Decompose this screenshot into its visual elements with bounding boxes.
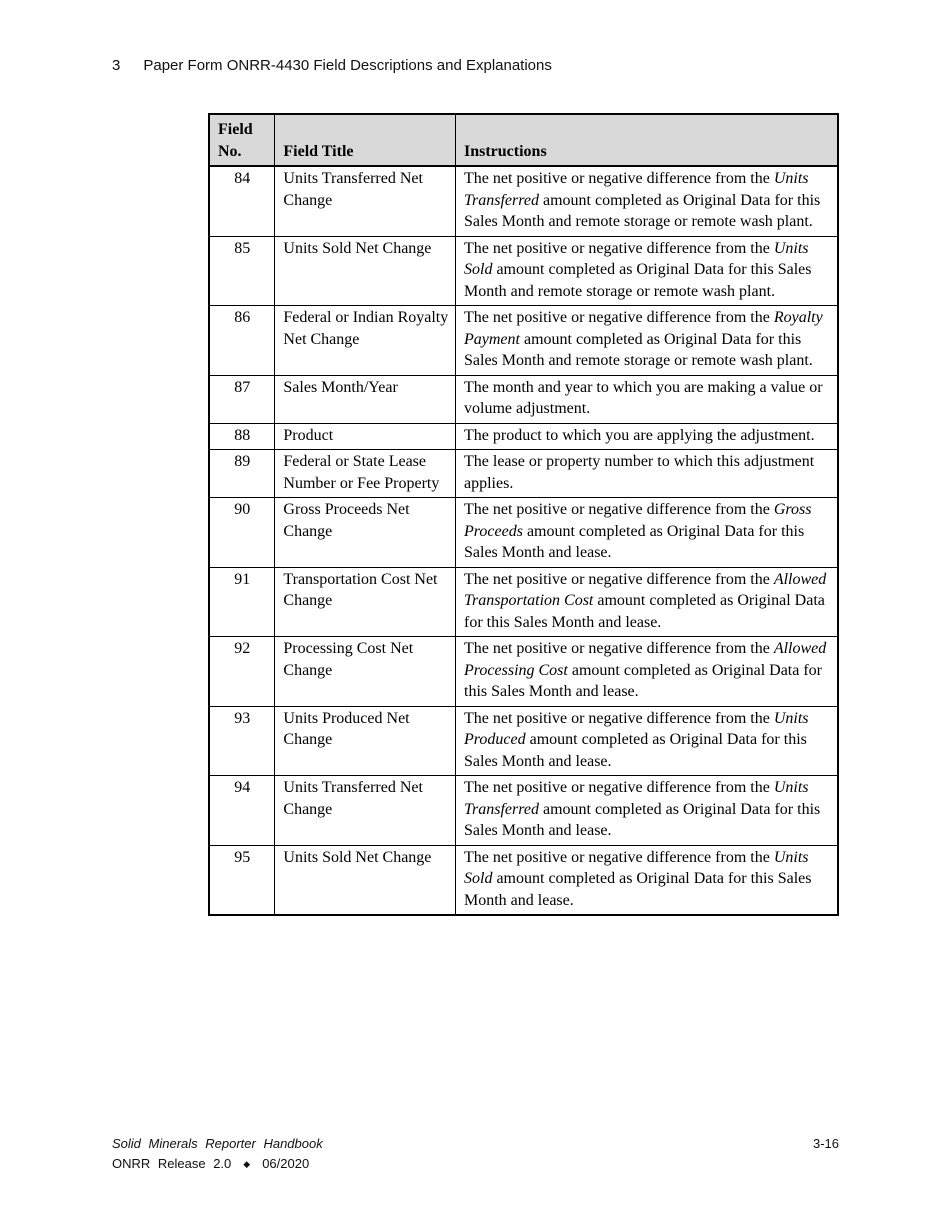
instructions-cell: The net positive or negative difference from the Units Sold amount completed as Original Data for this Sales Month and remote storage or remote wash plant.	[456, 236, 839, 306]
column-header-field-no: Field No.	[209, 114, 275, 166]
field-no-cell: 85	[209, 236, 275, 306]
footer-release-text: ONRR Release 2.0	[112, 1156, 232, 1171]
column-header-instructions: Instructions	[456, 114, 839, 166]
field-title-cell: Units Sold Net Change	[275, 236, 456, 306]
page-footer	[112, 1136, 839, 1171]
table-row	[209, 567, 838, 637]
column-header-field-title: Field Title	[275, 114, 456, 166]
instructions-cell: The lease or property number to which this adjustment applies.	[456, 450, 839, 498]
field-title-cell: Processing Cost Net Change	[275, 637, 456, 707]
table-row	[209, 306, 838, 376]
table-row	[209, 845, 838, 915]
table-row	[209, 637, 838, 707]
instructions-cell: The net positive or negative difference from the Units Sold amount completed as Original Data for this Sales Month and lease.	[456, 845, 839, 915]
table-header-row	[209, 114, 838, 166]
field-no-cell: 89	[209, 450, 275, 498]
instructions-cell: The product to which you are applying the adjustment.	[456, 423, 839, 450]
field-descriptions-table	[208, 113, 839, 916]
field-title-cell: Product	[275, 423, 456, 450]
diamond-icon: ◆	[243, 1159, 251, 1169]
field-no-cell: 88	[209, 423, 275, 450]
field-title-cell: Units Transferred Net Change	[275, 166, 456, 236]
instructions-cell: The net positive or negative difference from the Allowed Processing Cost amount completed as Original Data for this Sales Month and lease.	[456, 637, 839, 707]
instructions-cell: The net positive or negative difference from the Units Transferred amount completed as Original Data for this Sales Month and remote storage or remote wash plant.	[456, 166, 839, 236]
table-row	[209, 423, 838, 450]
field-title-cell: Sales Month/Year	[275, 375, 456, 423]
table-row	[209, 450, 838, 498]
instructions-cell: The net positive or negative difference from the Units Produced amount completed as Original Data for this Sales Month and lease.	[456, 706, 839, 776]
field-no-cell: 95	[209, 845, 275, 915]
table-row	[209, 166, 838, 236]
field-title-cell: Units Sold Net Change	[275, 845, 456, 915]
instructions-cell: The net positive or negative difference from the Gross Proceeds amount completed as Original Data for this Sales Month and lease.	[456, 498, 839, 568]
field-no-cell: 92	[209, 637, 275, 707]
field-no-cell: 87	[209, 375, 275, 423]
table-body	[209, 166, 838, 915]
instructions-cell: The month and year to which you are making a value or volume adjustment.	[456, 375, 839, 423]
field-title-cell: Federal or State Lease Number or Fee Property	[275, 450, 456, 498]
field-no-cell: 93	[209, 706, 275, 776]
page-header	[112, 57, 552, 74]
footer-release-date: 06/2020	[262, 1156, 310, 1171]
table-row	[209, 706, 838, 776]
table-row	[209, 498, 838, 568]
field-no-cell: 90	[209, 498, 275, 568]
field-title-cell: Transportation Cost Net Change	[275, 567, 456, 637]
field-no-cell: 94	[209, 776, 275, 846]
table-row	[209, 776, 838, 846]
page-header-title: Paper Form ONRR-4430 Field Descriptions and Explanations	[143, 57, 552, 74]
field-no-cell: 91	[209, 567, 275, 637]
instructions-cell: The net positive or negative difference from the Royalty Payment amount completed as Original Data for this Sales Month and remote storage or remote wash plant.	[456, 306, 839, 376]
field-title-cell: Federal or Indian Royalty Net Change	[275, 306, 456, 376]
table-row	[209, 375, 838, 423]
field-title-cell: Gross Proceeds Net Change	[275, 498, 456, 568]
instructions-cell: The net positive or negative difference from the Allowed Transportation Cost amount completed as Original Data for this Sales Month and lease.	[456, 567, 839, 637]
field-no-cell: 86	[209, 306, 275, 376]
footer-release-line	[112, 1156, 839, 1171]
instructions-cell: The net positive or negative difference from the Units Transferred amount completed as Original Data for this Sales Month and lease.	[456, 776, 839, 846]
field-title-cell: Units Produced Net Change	[275, 706, 456, 776]
field-title-cell: Units Transferred Net Change	[275, 776, 456, 846]
footer-page-number: 3-16	[812, 1136, 839, 1151]
table-row	[209, 236, 838, 306]
field-no-cell: 84	[209, 166, 275, 236]
chapter-number: 3	[112, 57, 121, 74]
footer-book-title: Solid Minerals Reporter Handbook	[112, 1136, 323, 1151]
